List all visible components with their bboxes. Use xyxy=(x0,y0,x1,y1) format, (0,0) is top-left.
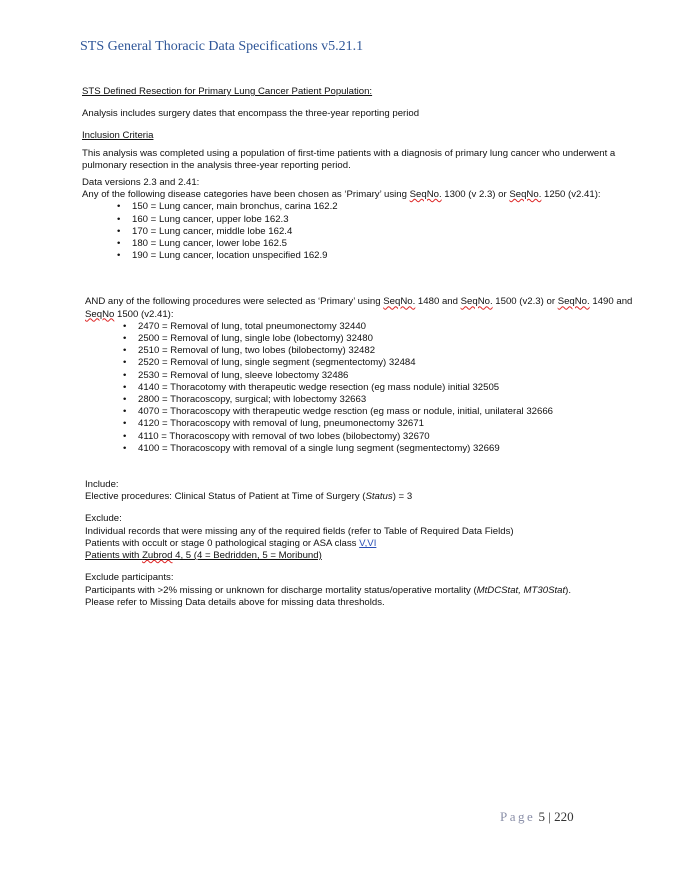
exclude-participants-line-1: Participants with >2% missing or unknown for discharge mortality status/operative mortality (MtDCStat, MT30Stat). xyxy=(85,584,572,596)
analysis-note: Analysis includes surgery dates that encompass the three-year reporting period xyxy=(82,108,420,120)
include-heading: Include: xyxy=(85,479,119,491)
total-pages: 220 xyxy=(554,809,574,824)
page-title: STS General Thoracic Data Specifications v5.21.1 xyxy=(80,39,364,54)
list-item: • 190 = Lung cancer, location unspecified 162.9 xyxy=(132,250,660,262)
include-line: Elective procedures: Clinical Status of Patient at Time of Surgery (Status) = 3 xyxy=(85,491,413,503)
list-item: • 4110 = Thoracoscopy with removal of two lobes (bilobectomy) 32670 xyxy=(138,431,660,443)
exclude-line-3: Patients with Zubrod 4, 5 (4 = Bedridden, 5 = Moribund) xyxy=(85,550,322,562)
procedures-intro: AND any of the following procedures were selected as ‘Primary’ using SeqNo. 1480 and SeqNo. 1500 (v2.3) or SeqNo. 1490 and SeqNo 1500 (v2.41): xyxy=(85,296,633,320)
list-item: • 2510 = Removal of lung, two lobes (bilobectomy) 32482 xyxy=(138,345,660,357)
list-item: • 2470 = Removal of lung, total pneumonectomy 32440 xyxy=(138,321,660,333)
list-item: • 4070 = Thoracoscopy with therapeutic wedge resction (eg mass or nodule, initial, unilateral 32666 xyxy=(138,406,660,418)
section-heading: STS Defined Resection for Primary Lung Cancer Patient Population: xyxy=(82,86,373,97)
list-item: • 170 = Lung cancer, middle lobe 162.4 xyxy=(132,226,660,238)
asa-class-link[interactable]: V,VI xyxy=(359,537,377,549)
exclude-heading: Exclude: xyxy=(85,513,122,525)
list-item: • 2800 = Thoracoscopy, surgical; with lobectomy 32663 xyxy=(138,394,660,406)
disease-categories-intro: Any of the following disease categories have been chosen as ‘Primary’ using SeqNo. 1300 (v 2.3) or SeqNo. 1250 (v2.41): xyxy=(82,189,601,201)
list-item: • 4120 = Thoracoscopy with removal of lung, pneumonectomy 32671 xyxy=(138,418,660,430)
list-item: • 160 = Lung cancer, upper lobe 162.3 xyxy=(132,214,660,226)
page-label: Page xyxy=(500,809,536,824)
page-number: 5 xyxy=(538,809,546,824)
exclude-participants-line-2: Please refer to Missing Data details above for missing data thresholds. xyxy=(85,596,385,608)
document-body xyxy=(82,86,660,609)
list-item: • 4140 = Thoracotomy with therapeutic wedge resection (eg mass nodule) initial 32505 xyxy=(138,382,660,394)
page-separator: | xyxy=(548,809,551,824)
list-item: • 2530 = Removal of lung, sleeve lobectomy 32486 xyxy=(138,370,660,382)
list-item: • 180 = Lung cancer, lower lobe 162.5 xyxy=(132,238,660,250)
inclusion-text: This analysis was completed using a population of first-time patients with a diagnosis of primary lung cancer who underwent a pulmonary resection in the analysis three-year reporting period. xyxy=(82,147,616,171)
list-item: • 150 = Lung cancer, main bronchus, carina 162.2 xyxy=(132,201,660,213)
procedure-list xyxy=(138,321,660,455)
list-item: • 2500 = Removal of lung, single lobe (lobectomy) 32480 xyxy=(138,333,660,345)
page-footer xyxy=(500,809,574,825)
inclusion-heading: Inclusion Criteria xyxy=(82,130,154,142)
exclude-line-2: Patients with occult or stage 0 pathological staging or ASA class V,VI xyxy=(85,537,377,549)
exclude-line-1: Individual records that were missing any of the required fields (refer to Table of Required Data Fields) xyxy=(85,525,514,537)
list-item: • 4100 = Thoracoscopy with removal of a single lung segment (segmentectomy) 32669 xyxy=(138,443,660,455)
exclude-participants-heading: Exclude participants: xyxy=(85,572,174,584)
list-item: • 2520 = Removal of lung, single segment (segmentectomy) 32484 xyxy=(138,357,660,369)
data-versions-line: Data versions 2.3 and 2.41: xyxy=(82,177,200,189)
disease-category-list xyxy=(132,201,660,262)
